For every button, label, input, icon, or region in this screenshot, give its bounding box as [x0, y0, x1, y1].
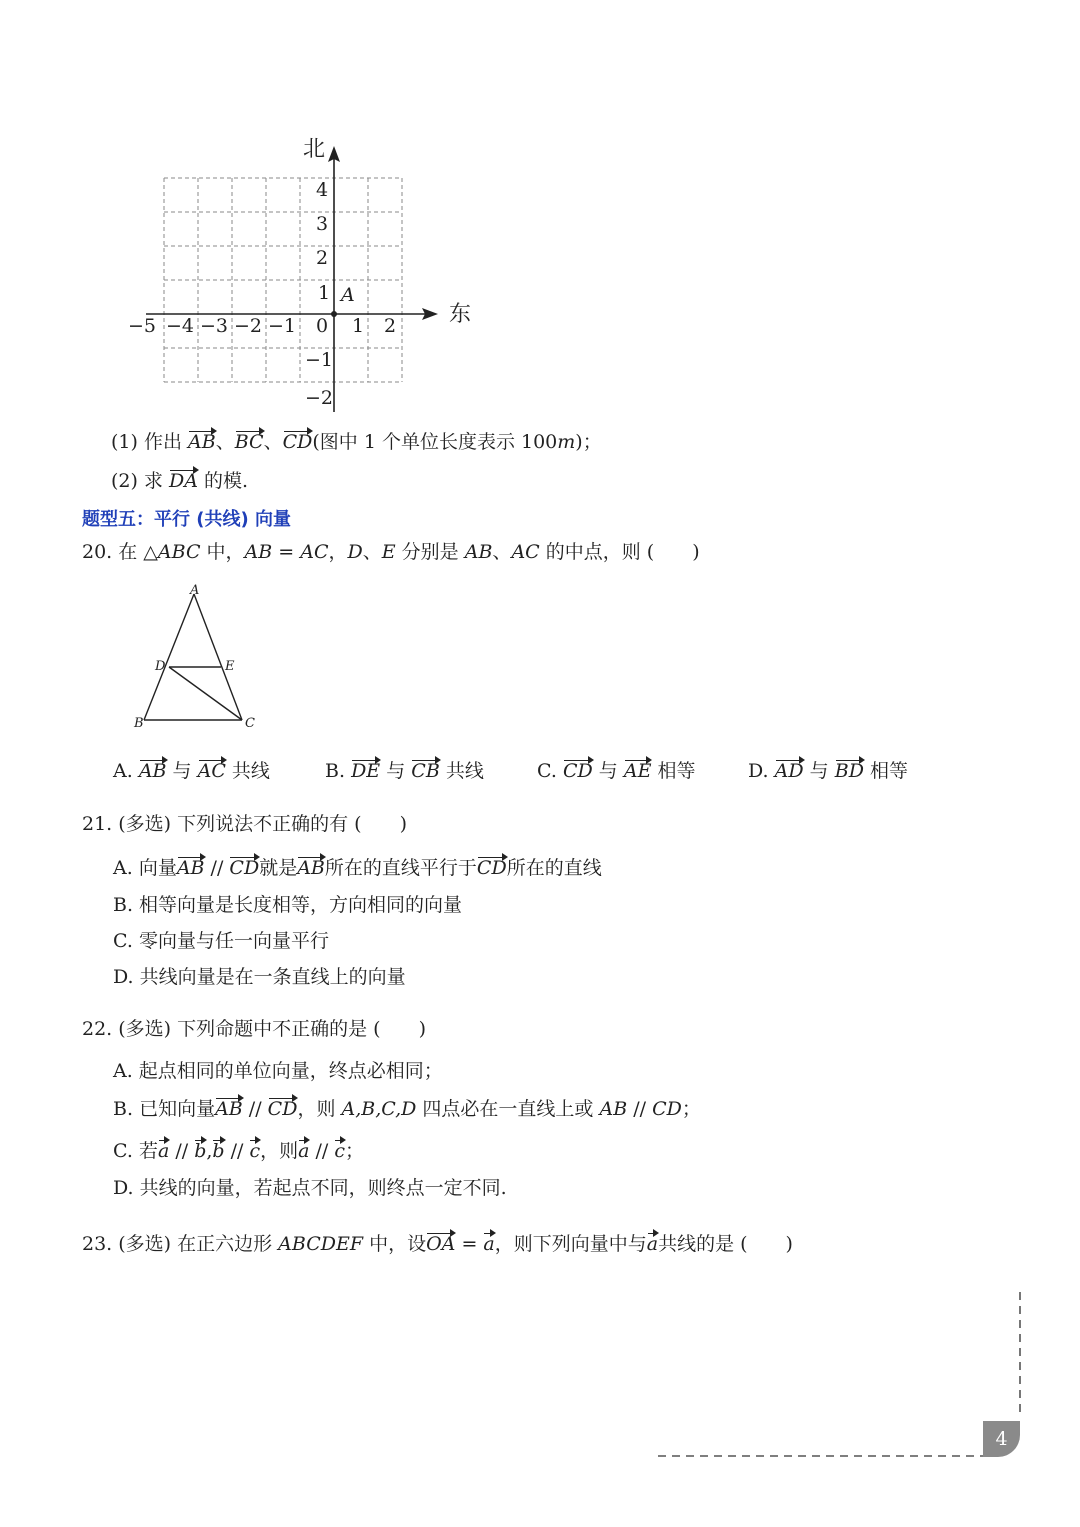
page-corner-border — [650, 1288, 1030, 1468]
q21-option-c: C. 零向量与任一向量平行 — [113, 930, 329, 952]
q22-option-b: B. 已知向量AB // CD，则 A,B,C,D 四点必在一直线上或 AB // CD； — [113, 1098, 701, 1120]
vertex-b-label: B — [134, 716, 144, 731]
point-a — [331, 311, 337, 317]
q22-option-d: D. 共线的向量，若起点不同，则终点一定不同. — [113, 1177, 507, 1199]
x-tick: −1 — [268, 315, 297, 337]
vertex-a-label: A — [190, 583, 200, 598]
section-title: 题型五：平行 (共线) 向量 — [82, 509, 291, 530]
vector-da: DA — [169, 470, 198, 492]
vertex-d-label: D — [155, 659, 166, 674]
y-tick: −2 — [305, 387, 334, 409]
q20-option-a: A. AB 与 AC 共线 — [113, 760, 270, 782]
y-tick: 2 — [316, 247, 329, 269]
q20-option-c: C. CD 与 AE 相等 — [537, 760, 696, 782]
q19-part1: (1) 作出 AB、BC、CD(图中 1 个单位长度表示 100m)； — [111, 431, 602, 453]
page-number: 4 — [983, 1421, 1020, 1457]
q20-option-b: B. DE 与 CB 共线 — [325, 760, 484, 782]
q20-stem: 20. 在 △ABC 中，AB = AC，D、E 分别是 AB、AC 的中点，则 ( ) — [82, 541, 700, 563]
y-tick: −1 — [305, 349, 334, 371]
vector-cd: CD — [282, 431, 313, 453]
y-tick: 1 — [318, 282, 331, 304]
q22-stem: 22. (多选) 下列命题中不正确的是 ( ) — [82, 1018, 426, 1040]
vertex-e-label: E — [225, 659, 235, 674]
y-tick: 3 — [316, 213, 329, 235]
vector-ab: AB — [188, 431, 216, 453]
q22-option-a: A. 起点相同的单位向量，终点必相同； — [113, 1060, 443, 1082]
q19-part2: (2) 求 DA 的模. — [111, 470, 249, 492]
q21-option-b: B. 相等向量是长度相等，方向相同的向量 — [113, 894, 463, 916]
q21-option-d: D. 共线向量是在一条直线上的向量 — [113, 966, 406, 988]
x-tick: −2 — [234, 315, 263, 337]
vector-bc: BC — [234, 431, 264, 453]
q21-stem: 21. (多选) 下列说法不正确的有 ( ) — [82, 813, 407, 835]
q22-option-c: C. 若a // b,b // c，则a // c； — [113, 1140, 365, 1162]
y-tick: 4 — [316, 179, 329, 201]
q21-option-a: A. 向量AB // CD就是AB所在的直线平行于CD所在的直线 — [113, 857, 602, 879]
q20-option-d: D. AD 与 BD 相等 — [748, 760, 908, 782]
coordinate-grid — [120, 130, 480, 420]
x-tick: −3 — [200, 315, 229, 337]
x-tick: 2 — [384, 315, 397, 337]
vertex-c-label: C — [245, 716, 255, 731]
q23-stem: 23. (多选) 在正六边形 ABCDEF 中，设OA = a，则下列向量中与a共线的是 ( ) — [82, 1233, 793, 1255]
x-tick: −4 — [166, 315, 195, 337]
x-tick: −5 — [128, 315, 157, 337]
east-label: 东 — [449, 302, 472, 327]
point-a-label: A — [341, 284, 355, 306]
x-tick: 1 — [352, 315, 365, 337]
x-tick: 0 — [316, 315, 329, 337]
north-label: 北 — [303, 137, 326, 162]
